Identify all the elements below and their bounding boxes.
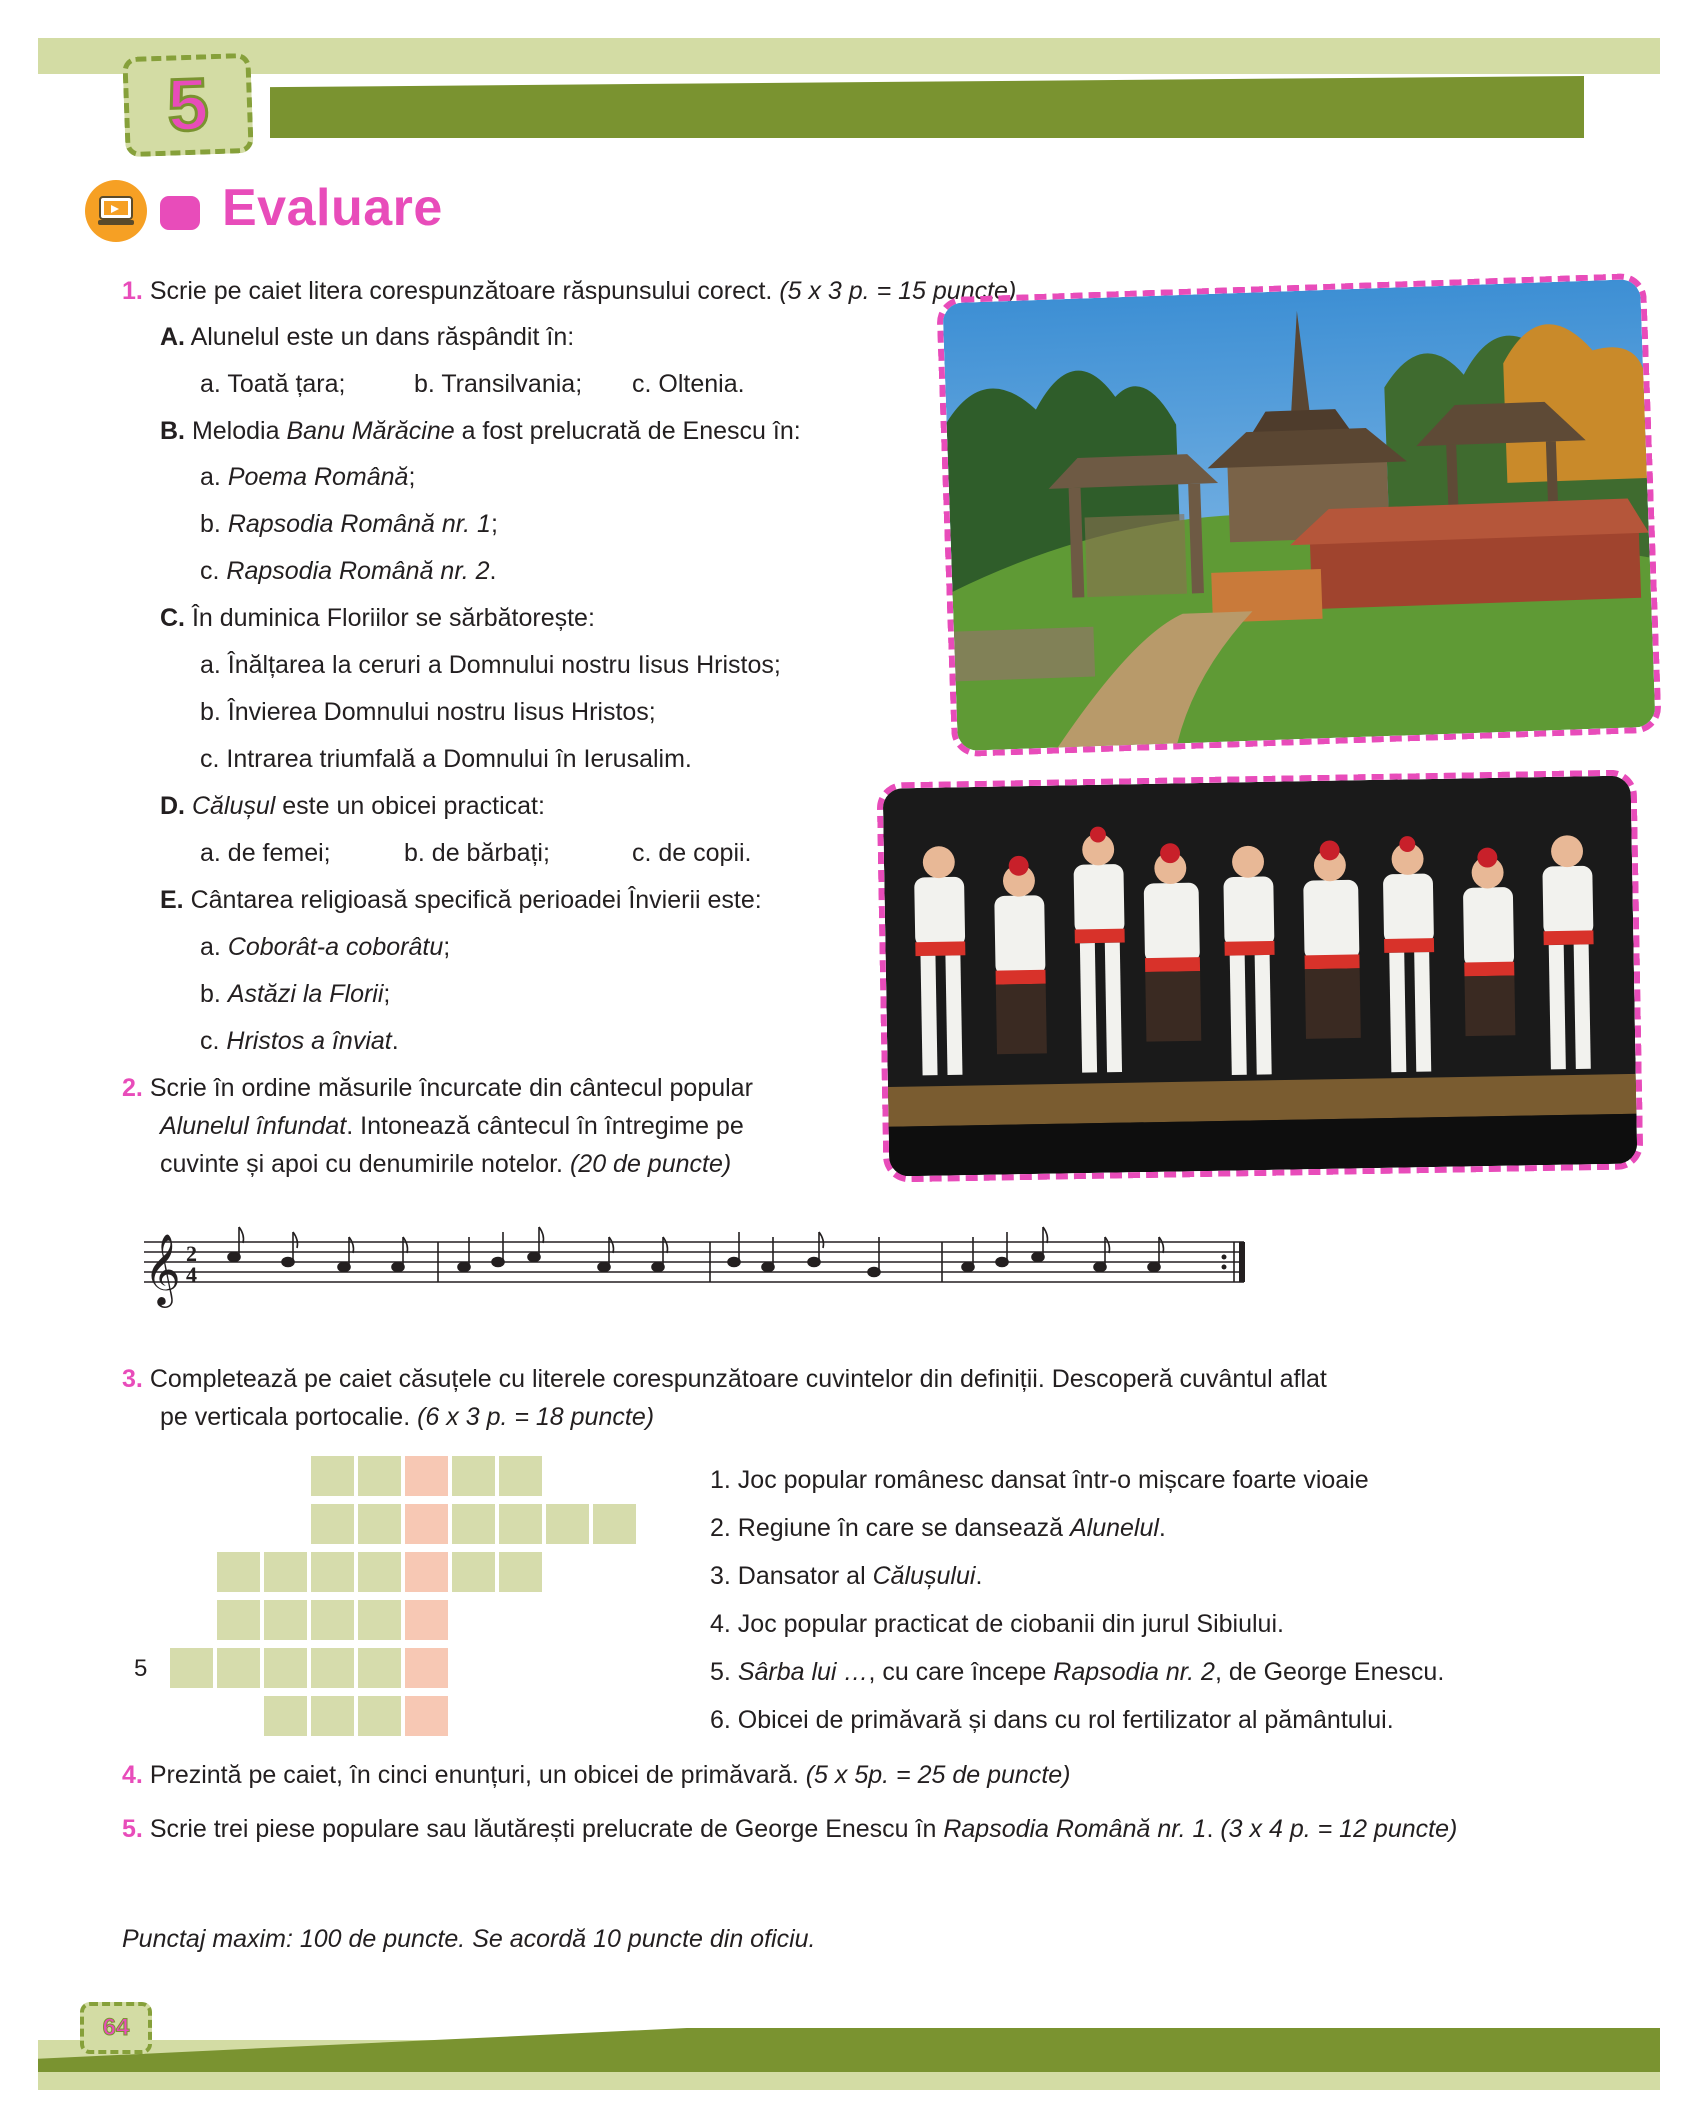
crossword-key-cell xyxy=(405,1504,448,1544)
q1-b-option-a: a. Poema Română; xyxy=(200,463,416,491)
crossword-key-cell xyxy=(405,1648,448,1688)
wooden-church-photo xyxy=(936,273,1662,757)
q1-a-option-b: b. Transilvania; xyxy=(414,370,583,398)
crossword-cell xyxy=(358,1648,401,1688)
crossword-cell xyxy=(358,1504,401,1544)
crossword-key-cell xyxy=(405,1600,448,1640)
crossword-cell xyxy=(311,1456,354,1496)
crossword-key-cell xyxy=(405,1456,448,1496)
crossword-cell xyxy=(264,1648,307,1688)
q1-b-question: B. Melodia Banu Mărăcine a fost prelucrată de Enescu în: xyxy=(160,417,801,445)
crossword-cell xyxy=(358,1552,401,1592)
crossword-cell xyxy=(311,1696,354,1736)
crossword-definition-3: 3. Dansator al Călușului. xyxy=(710,1562,983,1590)
crossword-definition-5: 5. Sârba lui …, cu care începe Rapsodia nr. 2, de George Enescu. xyxy=(710,1658,1445,1686)
crossword-cell xyxy=(311,1504,354,1544)
svg-text:4: 4 xyxy=(186,1262,197,1287)
q1-a-question: A. Alunelul este un dans răspândit în: xyxy=(160,323,575,351)
crossword-cell xyxy=(593,1504,636,1544)
q1-d-option-a: a. de femei; xyxy=(200,839,331,867)
header-bar xyxy=(270,76,1584,138)
page-number-badge xyxy=(80,2002,152,2054)
crossword-cell xyxy=(311,1552,354,1592)
chapter-number: 5 xyxy=(165,62,210,147)
computer-icon xyxy=(85,180,147,242)
svg-text:2: 2 xyxy=(186,1241,197,1266)
q1-c-question: C. În duminica Floriilor se sărbătorește: xyxy=(160,604,595,632)
score-note: Punctaj maxim: 100 de puncte. Se acordă 10 puncte din oficiu. xyxy=(122,1925,816,1953)
crossword-cell xyxy=(452,1552,495,1592)
q1-e-option-b: b. Astăzi la Florii; xyxy=(200,980,391,1008)
crossword-cell xyxy=(358,1600,401,1640)
crossword-cell xyxy=(358,1456,401,1496)
crossword-cell xyxy=(264,1552,307,1592)
q2-line-2: Alunelul înfundat. Intonează cântecul în întregime pe xyxy=(160,1112,744,1140)
q1-c-option-a: a. Înălțarea la ceruri a Domnului nostru Iisus Hristos; xyxy=(200,651,781,679)
q4-text: 4. Prezintă pe caiet, în cinci enunțuri, un obicei de primăvară. (5 x 5p. = 25 de puncte) xyxy=(122,1761,1071,1789)
q1-heading: 1. Scrie pe caiet litera corespunzătoare răspunsului corect. (5 x 3 p. = 15 puncte) xyxy=(122,277,1017,305)
q1-d-option-b: b. de bărbați; xyxy=(404,839,550,867)
crossword-cell xyxy=(264,1696,307,1736)
page-number: 64 xyxy=(102,2014,130,2041)
crossword-definition-2: 2. Regiune în care se dansează Alunelul. xyxy=(710,1514,1166,1542)
section-title: Evaluare xyxy=(222,179,443,237)
q1-a-option-c: c. Oltenia. xyxy=(632,370,745,398)
crossword-cell xyxy=(499,1552,542,1592)
q1-b-option-c: c. Rapsodia Română nr. 2. xyxy=(200,557,497,585)
crossword-definition-6: 6. Obicei de primăvară și dans cu rol fertilizator al pământului. xyxy=(710,1706,1394,1734)
crossword-cell xyxy=(311,1648,354,1688)
crossword-cell xyxy=(499,1456,542,1496)
q2-line-1: 2. Scrie în ordine măsurile încurcate din cântecul popular xyxy=(122,1074,753,1102)
q1-d-question: D. Călușul este un obicei practicat: xyxy=(160,792,545,820)
header-band xyxy=(38,38,1660,74)
crossword-cell xyxy=(217,1552,260,1592)
q1-c-option-c: c. Intrarea triumfală a Domnului în Ierusalim. xyxy=(200,745,692,773)
music-staff xyxy=(134,1210,1250,1320)
crossword-definition-4: 4. Joc popular practicat de ciobanii din jurul Sibiului. xyxy=(710,1610,1284,1638)
q1-a-option-a: a. Toată țara; xyxy=(200,370,346,398)
crossword-cell xyxy=(452,1504,495,1544)
q5-text: 5. Scrie trei piese populare sau lăutărești prelucrate de George Enescu în Rapsodia Română nr. 1. (3 x 4 p. = 12 puncte) xyxy=(122,1815,1458,1843)
svg-text:𝄞: 𝄞 xyxy=(144,1232,181,1305)
footer-bar xyxy=(38,2028,1660,2072)
crossword-cell xyxy=(217,1648,260,1688)
q3-line-1: 3. Completează pe caiet căsuțele cu literele corespunzătoare cuvintelor din definiții. Descoperă cuvântul aflat xyxy=(122,1365,1327,1393)
q1-e-option-a: a. Coborât-a coborâtu; xyxy=(200,933,451,961)
crossword-cell xyxy=(264,1600,307,1640)
crossword-definition-1: 1. Joc popular românesc dansat într-o mișcare foarte vioaie xyxy=(710,1466,1369,1494)
crossword-cell xyxy=(546,1504,589,1544)
crossword-key-cell xyxy=(405,1696,448,1736)
crossword-cell xyxy=(499,1504,542,1544)
crossword-cell xyxy=(170,1648,213,1688)
crossword-cell xyxy=(217,1600,260,1640)
folk-dancers-photo xyxy=(877,769,1644,1182)
q2-line-3: cuvinte și apoi cu denumirile notelor. (20 de puncte) xyxy=(160,1150,732,1178)
q3-line-2: pe verticala portocalie. (6 x 3 p. = 18 puncte) xyxy=(160,1403,655,1431)
q1-d-option-c: c. de copii. xyxy=(632,839,752,867)
crossword-row-number: 5 xyxy=(134,1655,148,1682)
crossword-cell xyxy=(452,1456,495,1496)
q1-e-option-c: c. Hristos a înviat. xyxy=(200,1027,399,1055)
q1-e-question: E. Cântarea religioasă specifică perioadei Învierii este: xyxy=(160,886,762,914)
section-marker xyxy=(160,196,200,230)
crossword-cell xyxy=(358,1696,401,1736)
chapter-badge xyxy=(122,53,253,157)
q1-b-option-b: b. Rapsodia Română nr. 1; xyxy=(200,510,498,538)
crossword-cell xyxy=(311,1600,354,1640)
q1-c-option-b: b. Învierea Domnului nostru Iisus Hristos; xyxy=(200,698,656,726)
crossword-key-cell xyxy=(405,1552,448,1592)
